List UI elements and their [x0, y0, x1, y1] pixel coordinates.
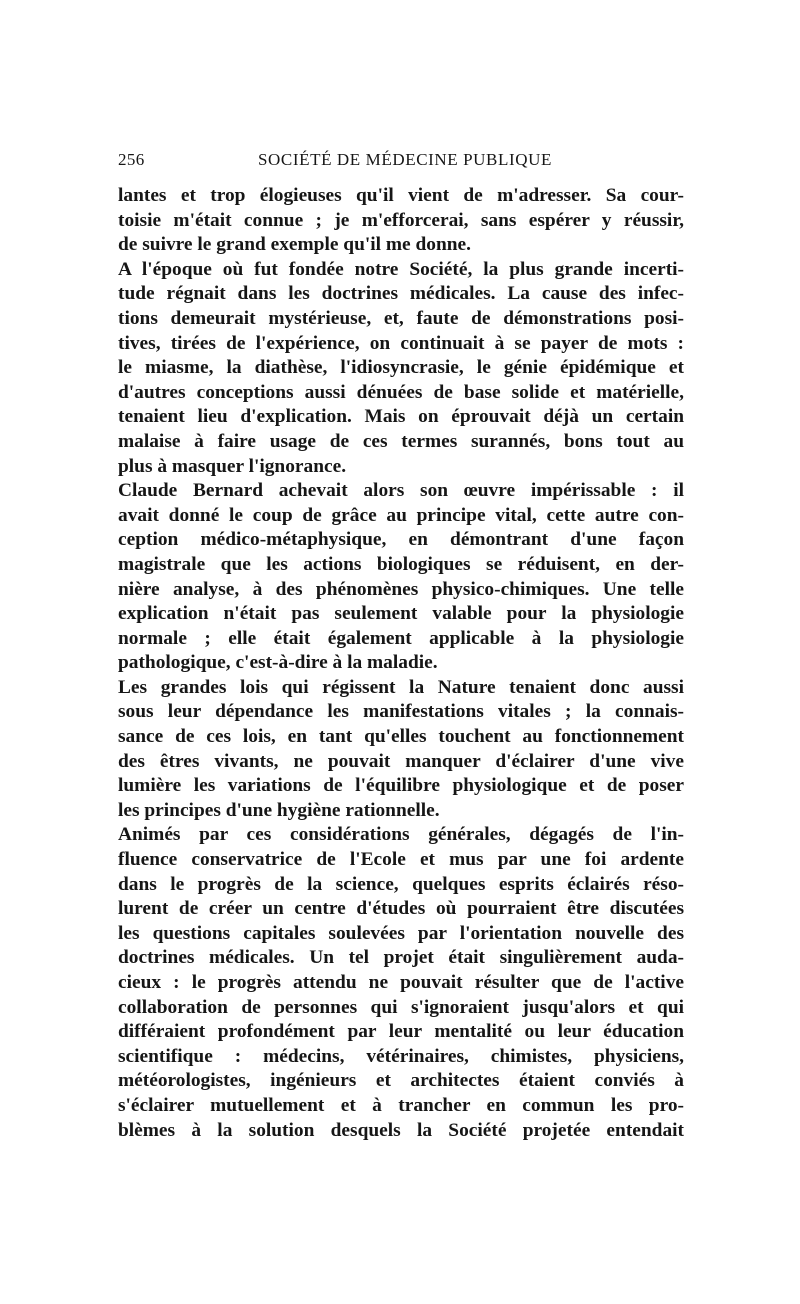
- text-line: différaient profondément par leur mentalité ou leur éducation: [118, 1021, 684, 1043]
- text-line: Claude Bernard achevait alors son œuvre impérissable : il: [118, 480, 684, 502]
- text-line: explication n'était pas seulement valable pour la physiologie: [118, 603, 684, 625]
- running-head: SOCIÉTÉ DE MÉDECINE PUBLIQUE: [258, 150, 552, 169]
- text-line: Animés par ces considérations générales, dégagés de l'in-: [118, 824, 684, 846]
- text-line: le miasme, la diathèse, l'idiosyncrasie, le génie épidémique et: [118, 357, 684, 379]
- text-line: lantes et trop élogieuses qu'il vient de m'adresser. Sa cour-: [118, 185, 684, 206]
- text-line: les principes d'une hygiène rationnelle.: [118, 799, 440, 821]
- page-header: [118, 150, 684, 174]
- text-line: dans le progrès de la science, quelques esprits éclairés réso-: [118, 873, 684, 895]
- text-line: doctrines médicales. Un tel projet était singulièrement auda-: [118, 947, 684, 969]
- page-number: 256: [118, 150, 145, 169]
- text-line: avait donné le coup de grâce au principe vital, cette autre con-: [118, 504, 684, 526]
- text-line: d'autres conceptions aussi dénuées de base solide et matérielle,: [118, 381, 684, 403]
- text-line: plus à masquer l'ignorance.: [118, 455, 347, 477]
- text-line: collaboration de personnes qui s'ignoraient jusqu'alors et qui: [118, 996, 684, 1018]
- text-line: pathologique, c'est-à-dire à la maladie.: [118, 652, 438, 674]
- text-line: tenaient lieu d'explication. Mais on éprouvait déjà un certain: [118, 406, 684, 428]
- text-line: de suivre le grand exemple qu'il me donne.: [118, 234, 471, 256]
- text-line: des êtres vivants, ne pouvait manquer d'éclairer d'une vive: [118, 750, 684, 772]
- text-line: tude régnait dans les doctrines médicales. La cause des infec-: [118, 283, 684, 305]
- text-line: météorologistes, ingénieurs et architectes étaient conviés à: [118, 1070, 684, 1092]
- text-line: cieux : le progrès attendu ne pouvait résulter que de l'active: [118, 972, 684, 993]
- text-line: toisie m'était connue ; je m'efforcerai, sans espérer y réussir,: [118, 209, 684, 231]
- text-line: sous leur dépendance les manifestations vitales ; la connais-: [118, 701, 684, 723]
- text-line: lurent de créer un centre d'études où pourraient être discutées: [118, 898, 684, 920]
- text-line: sance de ces lois, en tant qu'elles touchent au fonctionnement: [118, 726, 684, 748]
- text-line: Les grandes lois qui régissent la Nature tenaient donc aussi: [118, 676, 684, 698]
- text-line: nière analyse, à des phénomènes physico-chimiques. Une telle: [118, 578, 684, 600]
- text-line: tions demeurait mystérieuse, et, faute de démonstrations posi-: [118, 307, 684, 329]
- text-line: A l'époque où fut fondée notre Société, la plus grande incerti-: [118, 258, 684, 280]
- text-line: magistrale que les actions biologiques se réduisent, en der-: [118, 553, 684, 575]
- body-text: [118, 184, 684, 1143]
- text-line: blèmes à la solution desquels la Société projetée entendait: [118, 1119, 684, 1141]
- text-line: malaise à faire usage de ces termes surannés, bons tout au: [118, 430, 684, 452]
- text-line: lumière les variations de l'équilibre physiologique et de poser: [118, 775, 684, 797]
- text-line: scientifique : médecins, vétérinaires, chimistes, physiciens,: [118, 1045, 684, 1067]
- text-line: tives, tirées de l'expérience, on continuait à se payer de mots :: [118, 332, 684, 354]
- text-line: les questions capitales soulevées par l'orientation nouvelle des: [118, 922, 684, 944]
- text-line: ception médico-métaphysique, en démontrant d'une façon: [118, 529, 684, 551]
- text-line: normale ; elle était également applicable à la physiologie: [118, 627, 684, 649]
- text-line: s'éclairer mutuellement et à trancher en commun les pro-: [118, 1094, 684, 1116]
- text-line: fluence conservatrice de l'Ecole et mus par une foi ardente: [118, 849, 684, 871]
